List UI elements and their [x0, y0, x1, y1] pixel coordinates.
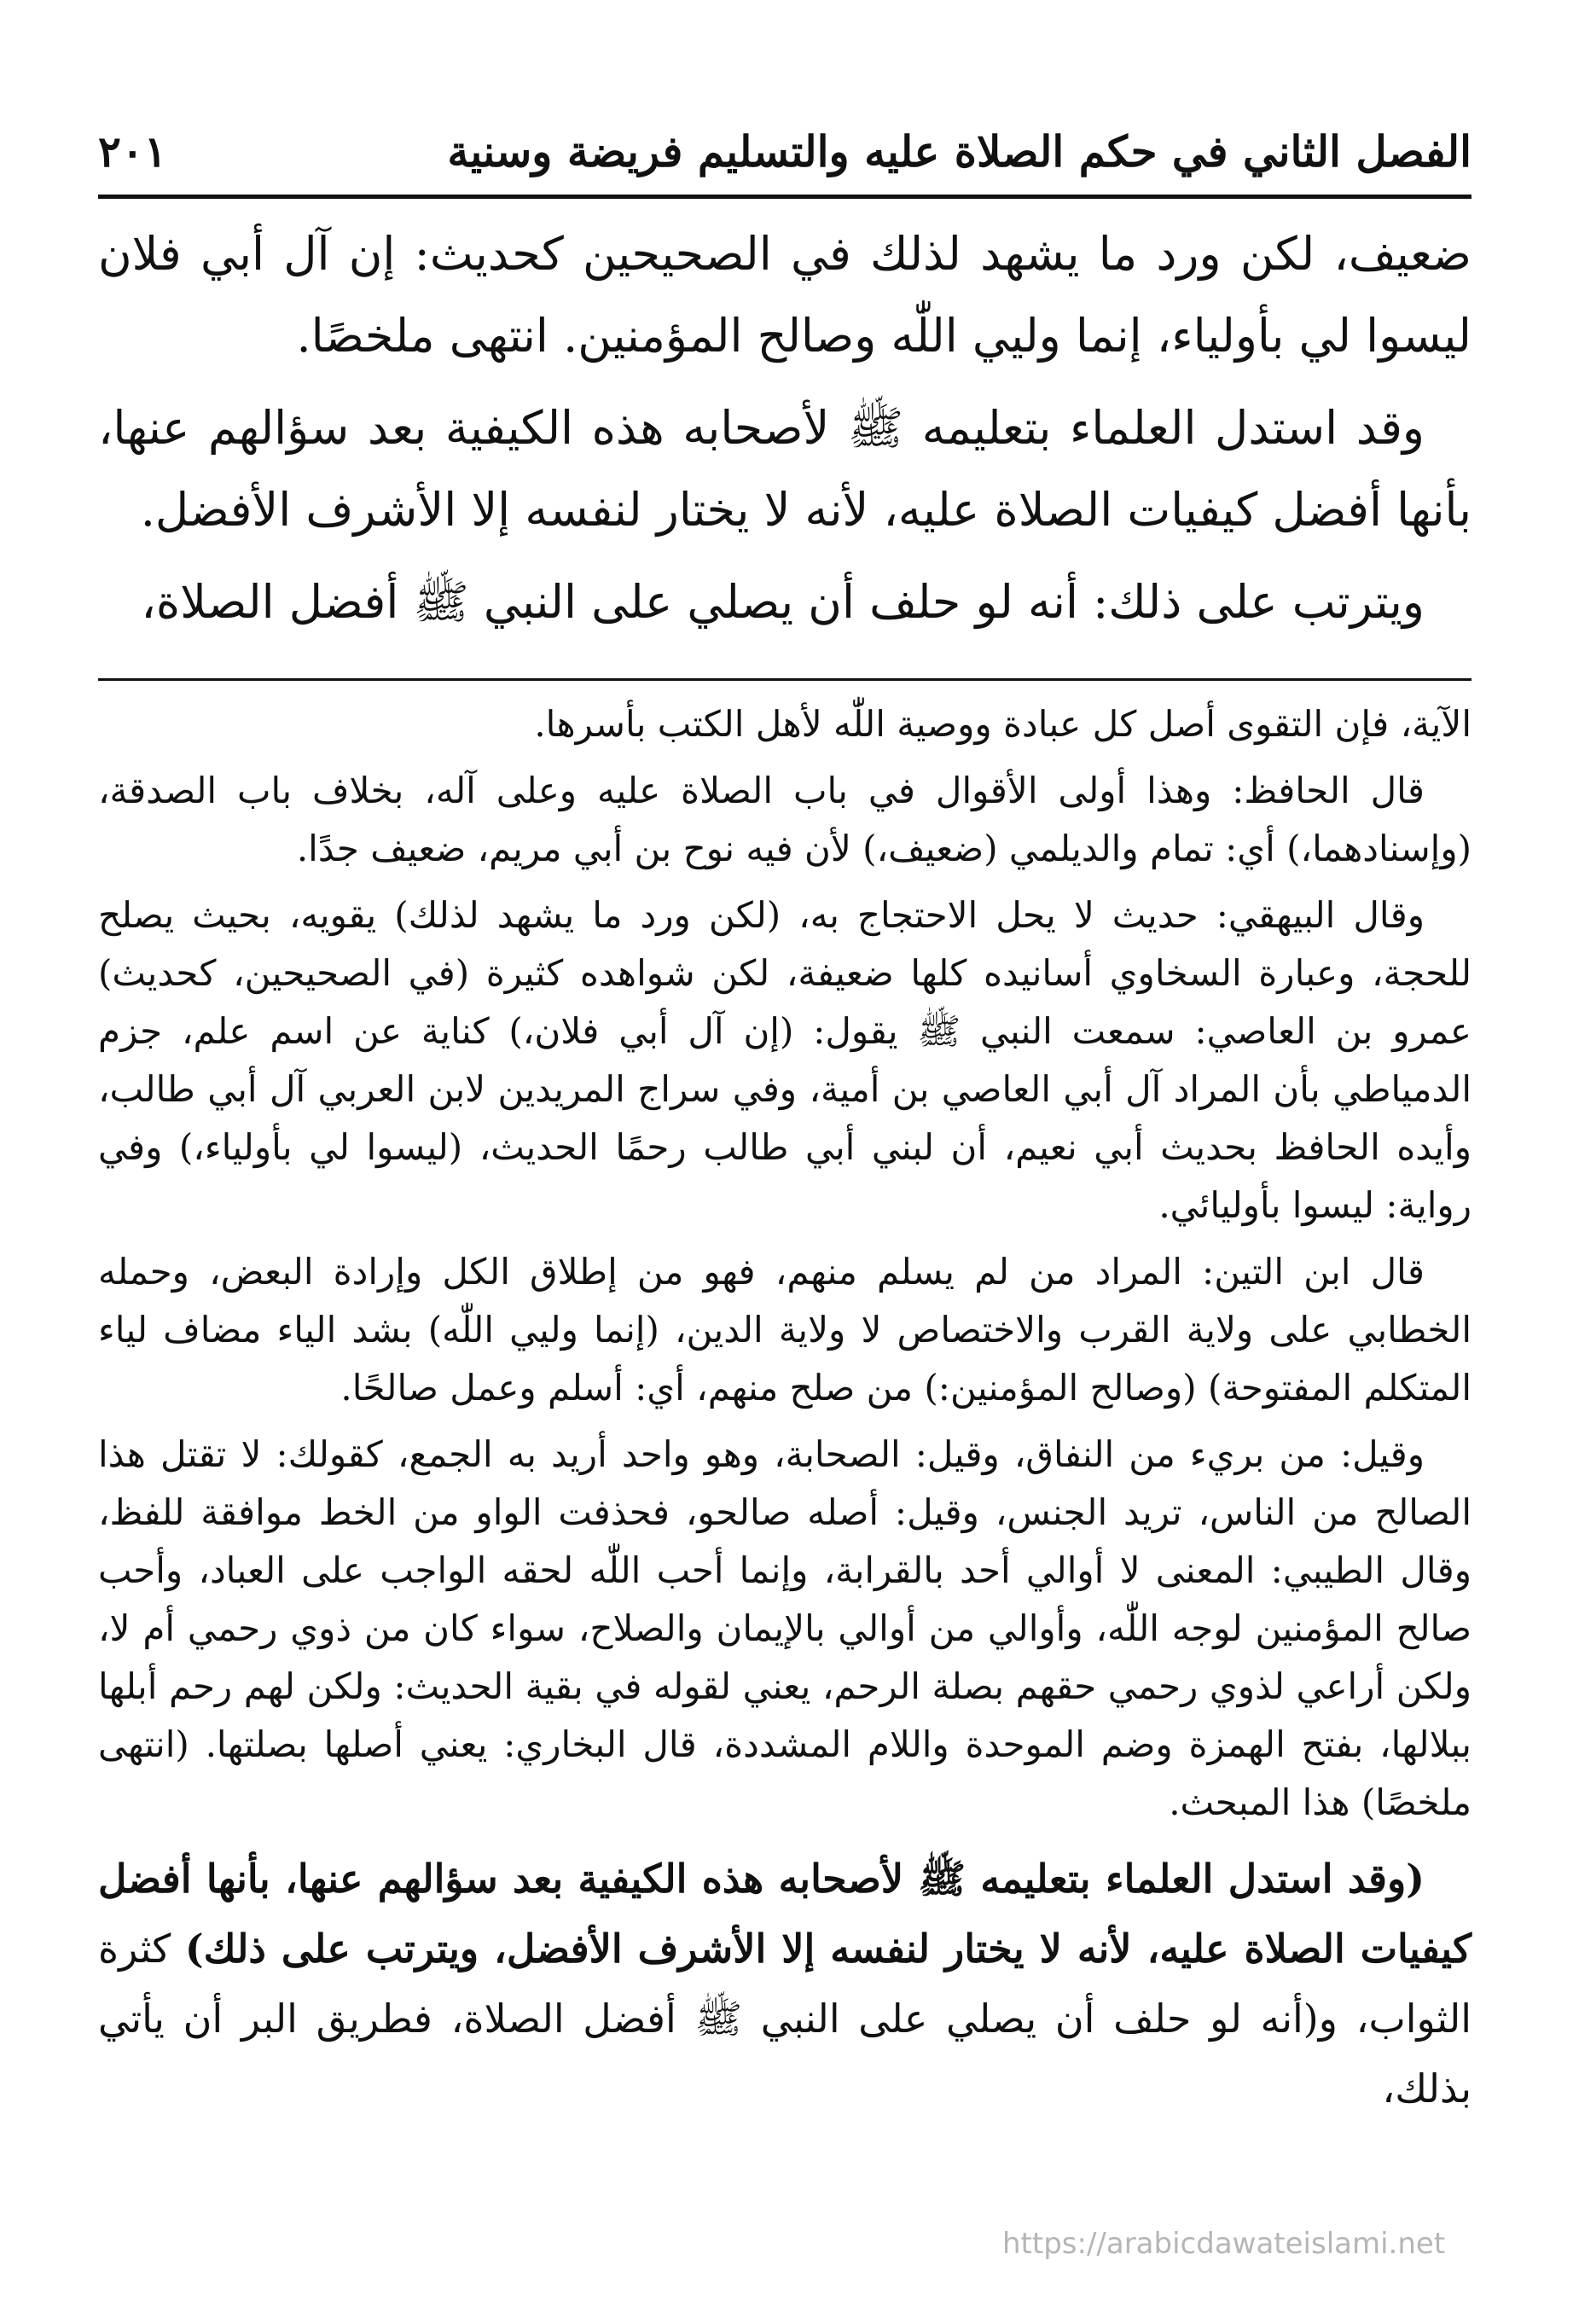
main-paragraph: وقد استدل العلماء بتعليمه ﷺ لأصحابه هذه الكيفية بعد سؤالهم عنها، بأنها أفضل كيفيات الصلاة عليه، لأنه لا يختار لنفسه إلا الأشرف الأفضل. — [98, 401, 1471, 537]
footnote-separator-rule — [98, 678, 1471, 681]
quoted-matn-text: (وقد استدل العلماء بتعليمه ﷺ لأصحابه هذه الكيفية بعد سؤالهم عنها، بأنها أفضل كيفيات الصلاة عليه، لأنه لا يختار لنفسه إلا الأشرف الأفضل، ويترتب على ذلك) — [98, 1856, 1471, 1972]
main-text-block — [98, 213, 1471, 654]
commentary-continuation: كثرة الثواب، و(أنه لو حلف أن يصلي على النبي ﷺ أفضل الصلاة، فطريق البر أن يأتي بذلك، — [98, 1926, 1471, 2112]
main-paragraph: ضعيف، لكن ورد ما يشهد لذلك في الصحيحين كحديث: إن آل أبي فلان ليسوا لي بأولياء، إنما وليي اللّٰه وصالح المؤمنين. انتهى ملخصًا. — [98, 227, 1471, 363]
commentary-final-paragraph — [98, 1844, 1471, 2124]
commentary-paragraph: قال ابن التين: المراد من لم يسلم منهم، فهو من إطلاق الكل وإرادة البعض، وحمله الخطابي على ولاية القرب والاختصاص لا ولاية الدين، (إنما وليي اللّٰه) بشد الياء مضاف لياء المتكلم المفتوحة) (وصالح المؤمنين:) من صلح منهم، أي: أسلم وعمل صالحًا. — [98, 1251, 1471, 1409]
page-number: ٢٠١ — [98, 126, 167, 177]
page-header — [98, 119, 1471, 196]
commentary-paragraph: وقيل: من بريء من النفاق، وقيل: الصحابة، وهو واحد أريد به الجمع، كقولك: لا تقتل هذا الصالح من الناس، تريد الجنس، وقيل: أصله صالحو، فحذفت الواو من الخط موافقة للفظ، وقال الطيبي: المعنى لا أوالي أحد بالقرابة، وإنما أحب اللّٰه لحقه الواجب على العباد، وأحب صالح المؤمنين لوجه اللّٰه، وأوالي من أوالي بالإيمان والصلاح، سواء كان من ذوي رحمي أم لا، ولكن أراعي لذوي رحمي حقهم بصلة الرحم، يعني لقوله في بقية الحديث: ولكن لهم رحم أبلها ببلالها، بفتح الهمزة وضم الموحدة واللام المشددة، قال البخاري: يعني أصلها بصلتها. (انتهى ملخصًا) هذا المبحث. — [98, 1433, 1471, 1823]
main-paragraph: ويترتب على ذلك: أنه لو حلف أن يصلي على النبي ﷺ أفضل الصلاة، — [141, 575, 1425, 629]
header-rule — [98, 195, 1471, 199]
commentary-paragraph: الآية، فإن التقوى أصل كل عبادة ووصية اللّٰه لأهل الكتب بأسرها. — [534, 703, 1471, 745]
commentary-paragraph: وقال البيهقي: حديث لا يحل الاحتجاج به، (لكن ورد ما يشهد لذلك) يقويه، بحيث يصلح للحجة، وعبارة السخاوي أسانيده كلها ضعيفة، لكن شواهده كثيرة (في الصحيحين، كحديث) عمرو بن العاصي: سمعت النبي ﷺ يقول: (إن آل أبي فلان،) كناية عن اسم علم، جزم الدمياطي بأن المراد آل أبي العاصي بن أمية، وفي سراج المريدين لابن العربي آل أبي طالب، وأيده الحافظ بحديث أبي نعيم، أن لبني أبي طالب رحمًا الحديث، (ليسوا لي بأولياء،) وفي رواية: ليسوا بأوليائي. — [98, 894, 1471, 1226]
commentary-block — [98, 695, 1471, 2132]
chapter-title: الفصل الثاني في حكم الصلاة عليه والتسليم فريضة وسنية — [447, 126, 1471, 177]
commentary-paragraph: قال الحافظ: وهذا أولى الأقوال في باب الصلاة عليه وعلى آله، بخلاف باب الصدقة، (وإسنادهما،) أي: تمام والديلمي (ضعيف،) لأن فيه نوح بن أبي مريم، ضعيف جدًا. — [98, 770, 1471, 869]
source-watermark: https://arabicdawateislami.net — [1002, 2227, 1446, 2261]
